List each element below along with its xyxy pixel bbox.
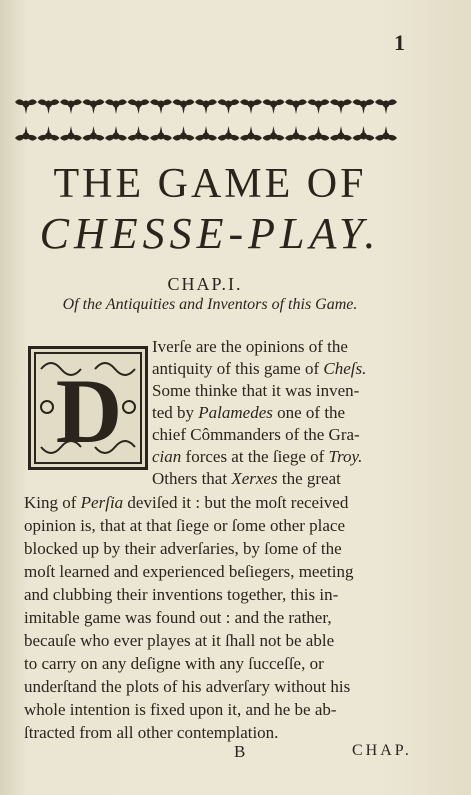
page-number: 1: [394, 30, 405, 55]
text-line: Some thinke that it was inven-: [152, 381, 360, 400]
fleuron-icon: [353, 99, 375, 114]
text-line: imitable game was found out : and the rather,: [24, 608, 332, 627]
fleuron-icon: [218, 126, 240, 141]
fleuron-icon: [285, 99, 307, 114]
fleuron-icon: [308, 126, 330, 141]
drop-cap-letter: D: [55, 360, 123, 462]
text-line: becauſe who ever playes at it ſhall not be able: [24, 631, 335, 650]
title-line-1: THE GAME OF: [53, 161, 367, 207]
text-line: ſtracted from all other contemplation.: [24, 723, 279, 742]
text-line: moſt learned and experienced beſiegers, meeting: [24, 562, 354, 581]
text-line: to carry on any deſigne with any ſucceſſe, or: [24, 654, 324, 673]
fleuron-icon: [83, 126, 105, 141]
fleuron-icon: [150, 99, 172, 114]
fleuron-icon: [285, 126, 307, 141]
text-line: opinion is, that at that ſiege or ſome other place: [24, 516, 346, 535]
text-line: Others that Xerxes the great: [152, 469, 341, 488]
text-line: blocked up by their adverſaries, by ſome of the: [24, 539, 342, 558]
text-line: chief Cômmanders of the Gra-: [152, 425, 360, 444]
fleuron-icon: [263, 126, 285, 141]
fleuron-icon: [308, 99, 330, 114]
fleuron-icon: [173, 99, 195, 114]
fleuron-icon: [195, 126, 217, 141]
fleuron-icon: [15, 126, 37, 141]
text-line: Iverſe are the opinions of the: [152, 337, 348, 356]
text-line: King of Perſia deviſed it : but the moſt received: [24, 493, 349, 512]
fleuron-icon: [128, 99, 150, 114]
fleuron-icon: [353, 126, 375, 141]
text-line: and clubbing their inventions together, this in-: [24, 585, 339, 604]
fleuron-icon: [38, 99, 60, 114]
fleuron-icon: [38, 126, 60, 141]
fleuron-icon: [60, 99, 82, 114]
decorated-initial: [28, 346, 148, 470]
fleuron-icon: [240, 126, 262, 141]
fleuron-icon: [105, 99, 127, 114]
fleuron-icon: [330, 126, 352, 141]
catchword: CHAP.: [352, 742, 412, 759]
fleuron-icon: [60, 126, 82, 141]
chapter-subtitle: Of the Antiquities and Inventors of this Game.: [62, 296, 358, 313]
text-line: underſtand the plots of his adverſary without his: [24, 677, 351, 696]
signature-mark: B: [234, 742, 246, 761]
fleuron-icon: [240, 99, 262, 114]
text-line: cian forces at the ſiege of Troy.: [152, 447, 363, 466]
fleuron-icon: [150, 126, 172, 141]
fleuron-icon: [195, 99, 217, 114]
fleuron-icon: [105, 126, 127, 141]
text-line: ted by Palamedes one of the: [152, 403, 346, 422]
fleuron-icon: [173, 126, 195, 141]
fleuron-icon: [128, 126, 150, 141]
fleuron-icon: [263, 99, 285, 114]
fleuron-icon: [15, 99, 37, 114]
fleuron-icon: [83, 99, 105, 114]
title-line-2: CHESSE-PLAY.: [39, 209, 381, 258]
fleuron-icon: [375, 99, 397, 114]
text-line: whole intention is fixed upon it, and he be ab-: [24, 700, 337, 719]
fleuron-ornament-band: [14, 90, 406, 154]
fleuron-icon: [375, 126, 397, 141]
chapter-heading: CHAP.I.: [167, 274, 243, 294]
fleuron-icon: [218, 99, 240, 114]
text-line: antiquity of this game of Cheſs.: [152, 359, 367, 378]
fleuron-icon: [330, 99, 352, 114]
